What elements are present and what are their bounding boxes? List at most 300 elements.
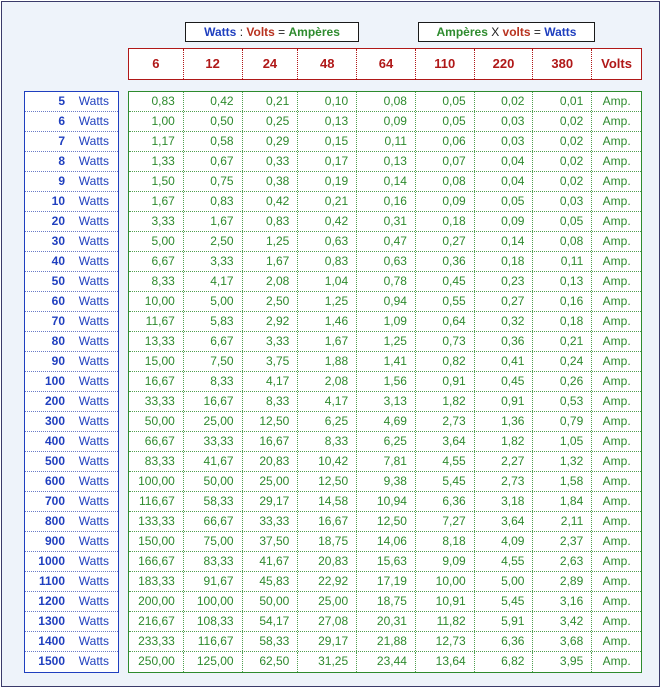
watts-value: 500 [44,454,65,468]
amperage-cell: 2,92 [243,312,299,331]
amperage-cell: 41,67 [243,552,299,571]
amperage-cell: 5,45 [475,592,534,611]
amperage-cell: 9,09 [416,552,475,571]
amperage-cell: 0,13 [357,152,416,171]
amperage-cell: 50,00 [129,412,184,431]
amp-unit-label: Amp. [602,154,631,168]
amperage-cell: 0,16 [357,192,416,211]
amperage-cell: 5,00 [184,292,243,311]
amperage-cell: 13,33 [129,332,184,351]
watts-value: 7 [58,134,65,148]
watts-unit-label: Watts [78,94,109,108]
table-row [129,272,641,292]
watts-unit-label: Watts [78,254,109,268]
amperage-cell: 4,55 [416,452,475,471]
amperage-cell: 3,18 [475,492,534,511]
watts-unit-label: Watts [78,554,109,568]
amperage-cell: 18,75 [357,592,416,611]
amperage-cell: 14,06 [357,532,416,551]
amperage-cell: 6,25 [298,412,357,431]
watts-row [25,612,118,632]
amperage-cell: 0,58 [184,132,243,151]
amperage-cell: 0,03 [533,192,592,211]
watts-row [25,472,118,492]
table-row [129,392,641,412]
amperage-cell: 12,73 [416,632,475,651]
table-row [129,252,641,272]
amp-unit-label: Amp. [602,634,631,648]
amperage-cell: 5,45 [416,472,475,491]
amperage-cell: 0,27 [475,292,534,311]
watts-row [25,112,118,132]
amperage-grid [128,91,642,673]
amperage-cell: 0,06 [416,132,475,151]
amp-unit-label: Amp. [602,614,631,628]
amperage-cell: 2,89 [533,572,592,591]
amperage-cell: 0,21 [298,192,357,211]
amperage-cell: 0,14 [357,172,416,191]
amp-unit-label: Amp. [602,594,631,608]
amperage-cell: 25,00 [243,472,299,491]
amperage-cell: 6,25 [357,432,416,451]
amperage-cell: 6,67 [129,252,184,271]
table-row [129,92,641,112]
table-row [129,212,641,232]
amperage-cell: 0,23 [475,272,534,291]
watts-row [25,232,118,252]
watts-unit-label: Watts [78,194,109,208]
amperage-cell: 33,33 [243,512,299,531]
amperage-cell: 0,83 [243,212,299,231]
table-row [129,472,641,492]
watts-unit-label: Watts [78,234,109,248]
amperage-cell: 0,83 [184,192,243,211]
amperage-cell: 0,63 [357,252,416,271]
amperage-cell: 0,02 [533,172,592,191]
voltage-header-cell: 12 [184,49,243,79]
watts-unit-label: Watts [78,334,109,348]
amperage-cell: 58,33 [243,632,299,651]
amperage-cell: 20,83 [243,452,299,471]
amperage-cell: 0,03 [475,132,534,151]
amperage-cell: 3,13 [357,392,416,411]
watts-row [25,272,118,292]
watts-unit-label: Watts [78,154,109,168]
amp-unit-label: Amp. [602,494,631,508]
watts-value: 1300 [38,614,65,628]
amperage-cell: 0,25 [243,112,299,131]
amperage-cell: 50,00 [184,472,243,491]
amperage-cell: 29,17 [243,492,299,511]
watts-value: 600 [44,474,65,488]
amperage-cell: 4,09 [475,532,534,551]
amperage-cell: 1,46 [298,312,357,331]
amperage-cell: 1,32 [533,452,592,471]
table-row [129,512,641,532]
amperage-cell: 1,58 [533,472,592,491]
amperage-cell: 2,73 [475,472,534,491]
table-row [129,652,641,672]
amperage-cell: 150,00 [129,532,184,551]
amp-unit-label: Amp. [602,334,631,348]
watts-row [25,332,118,352]
amperage-cell: 45,83 [243,572,299,591]
amperage-cell: 0,67 [184,152,243,171]
formula-watts-term: Watts [544,25,577,39]
amperage-cell: 0,15 [298,132,357,151]
amp-unit-label: Amp. [602,354,631,368]
watts-row [25,492,118,512]
watts-row [25,552,118,572]
amperage-cell: 25,00 [184,412,243,431]
watts-value: 700 [44,494,65,508]
formula-multiply-sign: X [487,25,503,39]
amp-unit-label: Amp. [602,554,631,568]
amp-unit-label: Amp. [602,174,631,188]
amperage-cell: 0,16 [533,292,592,311]
amperage-cell: 25,00 [298,592,357,611]
amperage-cell: 1,00 [129,112,184,131]
amperage-cell: 10,00 [129,292,184,311]
formula-volts-term: Volts [246,25,275,39]
amperage-cell: 0,08 [357,92,416,111]
watts-unit-label: Watts [78,114,109,128]
amperage-cell: 0,79 [533,412,592,431]
amp-unit-label: Amp. [602,94,631,108]
amperage-cell: 1,33 [129,152,184,171]
table-row [129,172,641,192]
amperage-cell: 3,33 [129,212,184,231]
amperage-cell: 0,45 [475,372,534,391]
watts-unit-label: Watts [78,414,109,428]
watts-value: 900 [44,534,65,548]
watts-unit-label: Watts [78,214,109,228]
amperage-cell: 0,32 [475,312,534,331]
amperage-cell: 0,91 [416,372,475,391]
table-row [129,412,641,432]
watts-value: 400 [44,434,65,448]
amperage-cell: 5,00 [475,572,534,591]
amperage-cell: 0,05 [416,112,475,131]
watts-unit-label: Watts [78,354,109,368]
amperage-cell: 0,73 [416,332,475,351]
amp-unit-label: Amp. [602,414,631,428]
amperage-cell: 0,27 [416,232,475,251]
amperage-cell: 7,27 [416,512,475,531]
amperage-cell: 62,50 [243,652,299,672]
amperage-cell: 1,09 [357,312,416,331]
amperage-cell: 0,17 [298,152,357,171]
watts-value: 10 [51,194,65,208]
table-row [129,372,641,392]
amperage-cell: 166,67 [129,552,184,571]
amp-unit-label: Amp. [602,294,631,308]
table-row [129,332,641,352]
amperage-cell: 0,55 [416,292,475,311]
watts-unit-label: Watts [78,474,109,488]
amperage-cell: 0,02 [533,112,592,131]
formula-amperes-times-volts [418,22,595,42]
amperage-cell: 8,33 [243,392,299,411]
table-row [129,192,641,212]
amperage-cell: 0,08 [533,232,592,251]
watts-value: 90 [51,354,65,368]
amperage-cell: 1,04 [298,272,357,291]
amperage-cell: 37,50 [243,532,299,551]
table-row [129,152,641,172]
watts-unit-label: Watts [78,654,109,668]
table-row [129,132,641,152]
amperage-cell: 2,37 [533,532,592,551]
amperage-cell: 116,67 [184,632,243,651]
amperage-cell: 7,81 [357,452,416,471]
amperage-cell: 5,83 [184,312,243,331]
watts-value: 6 [58,114,65,128]
amp-unit-label: Amp. [602,194,631,208]
amp-unit-label: Amp. [602,214,631,228]
table-row [129,492,641,512]
amperage-cell: 21,88 [357,632,416,651]
amperage-cell: 0,13 [533,272,592,291]
amperage-cell: 3,68 [533,632,592,651]
amperage-cell: 3,33 [184,252,243,271]
amperage-cell: 0,36 [416,252,475,271]
amperage-cell: 0,03 [475,112,534,131]
amperage-cell: 133,33 [129,512,184,531]
watts-unit-label: Watts [78,494,109,508]
watts-unit-label: Watts [78,174,109,188]
amp-unit-label: Amp. [602,374,631,388]
watts-unit-label: Watts [78,294,109,308]
watts-row [25,292,118,312]
amperage-cell: 66,67 [129,432,184,451]
amperage-cell: 0,31 [357,212,416,231]
amperage-cell: 66,67 [184,512,243,531]
watts-value: 9 [58,174,65,188]
amperage-cell: 50,00 [243,592,299,611]
amperage-cell: 2,50 [184,232,243,251]
amperage-cell: 125,00 [184,652,243,672]
amperage-cell: 0,42 [298,212,357,231]
watts-value: 1500 [38,654,65,668]
amperage-cell: 1,82 [475,432,534,451]
amperage-cell: 0,26 [533,372,592,391]
amperage-cell: 0,09 [475,212,534,231]
watts-unit-label: Watts [78,634,109,648]
amperage-cell: 23,44 [357,652,416,672]
amperage-cell: 27,08 [298,612,357,631]
amperage-cell: 116,67 [129,492,184,511]
watts-row [25,172,118,192]
amperage-cell: 6,67 [184,332,243,351]
amperage-cell: 1,50 [129,172,184,191]
amperage-cell: 0,18 [475,252,534,271]
amperage-cell: 0,41 [475,352,534,371]
amperage-cell: 0,94 [357,292,416,311]
amperage-cell: 15,63 [357,552,416,571]
table-row [129,352,641,372]
amperage-cell: 3,64 [416,432,475,451]
voltage-header-cell: 110 [416,49,475,79]
amperage-cell: 1,25 [357,332,416,351]
amperage-cell: 15,00 [129,352,184,371]
amperage-cell: 8,18 [416,532,475,551]
amperage-cell: 0,38 [243,172,299,191]
table-row [129,592,641,612]
amp-unit-label: Amp. [602,534,631,548]
watts-row [25,372,118,392]
watts-row [25,152,118,172]
formula-volts-term: volts [502,25,531,39]
amperage-cell: 0,53 [533,392,592,411]
amperage-cell: 83,33 [129,452,184,471]
amp-unit-label: Amp. [602,654,631,668]
amperage-cell: 0,09 [357,112,416,131]
watts-value: 70 [51,314,65,328]
amperage-cell: 9,38 [357,472,416,491]
amperage-cell: 1,41 [357,352,416,371]
amperage-cell: 75,00 [184,532,243,551]
amperage-cell: 0,04 [475,152,534,171]
amperage-cell: 12,50 [243,412,299,431]
watts-row [25,632,118,652]
watts-value: 8 [58,154,65,168]
amperage-cell: 17,19 [357,572,416,591]
amperage-cell: 0,11 [533,252,592,271]
watts-unit-label: Watts [78,274,109,288]
amperage-cell: 20,31 [357,612,416,631]
table-row [129,312,641,332]
amperage-cell: 8,33 [129,272,184,291]
watts-value: 50 [51,274,65,288]
watts-row [25,432,118,452]
amperage-cell: 3,42 [533,612,592,631]
amperage-cell: 0,64 [416,312,475,331]
table-row [129,632,641,652]
amperage-cell: 16,67 [298,512,357,531]
amperage-cell: 0,21 [243,92,299,111]
watts-value: 30 [51,234,65,248]
amperage-cell: 0,04 [475,172,534,191]
amperage-cell: 91,67 [184,572,243,591]
amperage-cell: 1,88 [298,352,357,371]
amperage-cell: 2,08 [243,272,299,291]
amperage-cell: 8,33 [184,372,243,391]
amperage-cell: 0,18 [533,312,592,331]
table-row [129,232,641,252]
amperage-cell: 200,00 [129,592,184,611]
amperage-cell: 33,33 [129,392,184,411]
amperage-cell: 0,05 [416,92,475,111]
voltage-header-cell: 48 [298,49,357,79]
amperage-cell: 3,75 [243,352,299,371]
amperage-cell: 2,73 [416,412,475,431]
amperage-cell: 16,67 [243,432,299,451]
amperage-cell: 0,19 [298,172,357,191]
amperage-cell: 100,00 [129,472,184,491]
amperage-cell: 1,84 [533,492,592,511]
amperage-cell: 83,33 [184,552,243,571]
amperage-cell: 33,33 [184,432,243,451]
amperage-cell: 2,27 [475,452,534,471]
amperage-cell: 11,82 [416,612,475,631]
amperage-cell: 4,17 [298,392,357,411]
watts-unit-label: Watts [78,594,109,608]
watts-row [25,652,118,672]
amperage-cell: 0,02 [533,152,592,171]
amperage-cell: 0,75 [184,172,243,191]
amperage-cell: 16,67 [129,372,184,391]
table-row [129,112,641,132]
amperage-cell: 0,18 [416,212,475,231]
voltage-header-cell: Volts [601,56,632,71]
amperage-cell: 233,33 [129,632,184,651]
watts-row [25,192,118,212]
watts-value: 1000 [38,554,65,568]
watts-unit-label: Watts [78,614,109,628]
watts-value: 1100 [38,574,65,588]
amperage-cell: 8,33 [298,432,357,451]
formula-watts-term: Watts [204,25,237,39]
watts-unit-label: Watts [78,514,109,528]
amperage-cell: 3,64 [475,512,534,531]
formula-amperes-term: Ampères [436,25,488,39]
watts-value: 5 [58,94,65,108]
amperage-cell: 3,95 [533,652,592,672]
amp-unit-label: Amp. [602,474,631,488]
amperage-cell: 100,00 [184,592,243,611]
amperage-cell: 11,67 [129,312,184,331]
amperage-cell: 2,11 [533,512,592,531]
amperage-cell: 4,55 [475,552,534,571]
amperage-cell: 3,33 [243,332,299,351]
watts-unit-label: Watts [78,374,109,388]
watts-value: 100 [44,374,65,388]
watts-unit-label: Watts [78,134,109,148]
watts-row [25,132,118,152]
table-row [129,452,641,472]
watts-row [25,592,118,612]
amperage-cell: 4,17 [184,272,243,291]
amperage-cell: 0,05 [533,212,592,231]
table-row [129,612,641,632]
amperage-cell: 0,08 [416,172,475,191]
watts-value: 1400 [38,634,65,648]
amperage-cell: 20,83 [298,552,357,571]
amperage-cell: 7,50 [184,352,243,371]
amperage-cell: 1,67 [298,332,357,351]
amperage-cell: 0,11 [357,132,416,151]
watts-value: 40 [51,254,65,268]
amperage-cell: 0,91 [475,392,534,411]
watts-row [25,452,118,472]
amperage-cell: 108,33 [184,612,243,631]
watts-row [25,92,118,112]
amperage-cell: 0,83 [129,92,184,111]
amperage-cell: 1,67 [243,252,299,271]
amperage-cell: 0,29 [243,132,299,151]
amperage-cell: 0,13 [298,112,357,131]
amperage-cell: 1,05 [533,432,592,451]
table-row [129,292,641,312]
amperage-cell: 0,33 [243,152,299,171]
amperage-cell: 41,67 [184,452,243,471]
amperage-cell: 10,91 [416,592,475,611]
amperage-cell: 0,24 [533,352,592,371]
table-row [129,432,641,452]
amp-unit-label: Amp. [602,314,631,328]
amperage-cell: 1,82 [416,392,475,411]
